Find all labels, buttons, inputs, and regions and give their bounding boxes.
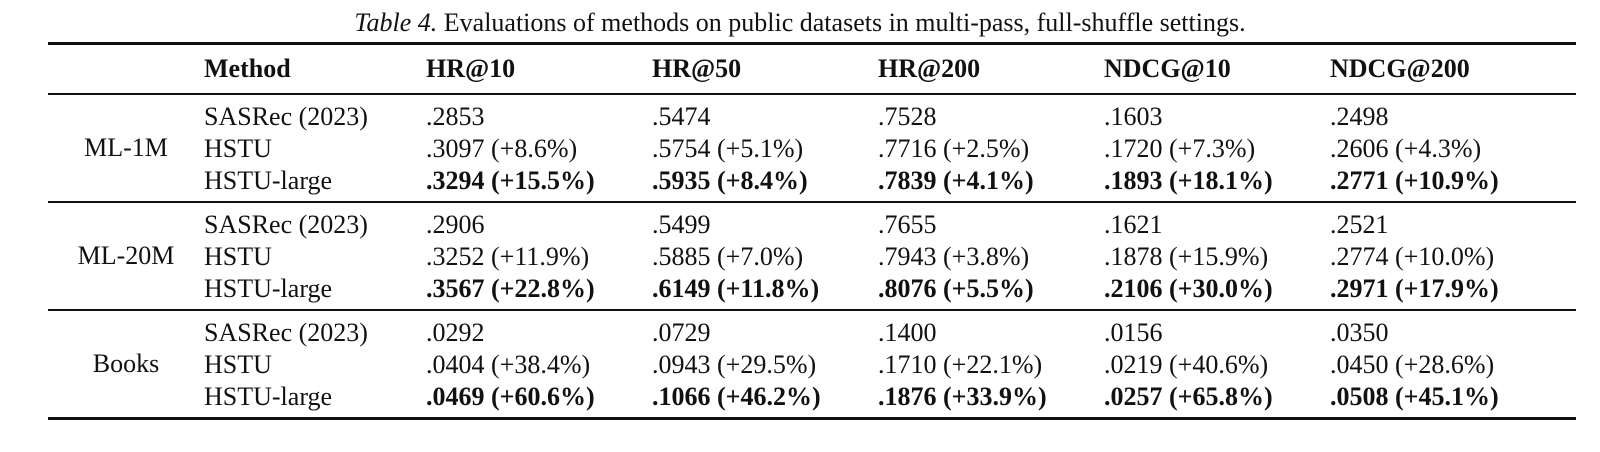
method-cell: HSTU-large: [204, 273, 426, 310]
dataset-label: Books: [48, 310, 204, 419]
table-caption-label: Table 4.: [354, 8, 438, 37]
header-dataset: [48, 44, 204, 95]
method-cell: HSTU-large: [204, 381, 426, 419]
value-cell: .5499: [652, 210, 711, 239]
method-cell: HSTU: [204, 350, 272, 379]
method-cell: SASRec (2023): [204, 210, 368, 239]
value-cell-best: .6149 (+11.8%): [652, 273, 878, 310]
value-cell-best: .2771 (+10.9%): [1330, 165, 1576, 202]
value-cell: .7943 (+3.8%): [878, 242, 1030, 271]
value-cell-best: .2971 (+17.9%): [1330, 273, 1576, 310]
value-cell: .0729: [652, 318, 711, 347]
value-cell-best: .1876 (+33.9%): [878, 381, 1104, 419]
table-row: [48, 133, 1576, 165]
table-caption-text: Evaluations of methods on public datasets in multi-pass, full-shuffle settings.: [437, 8, 1246, 37]
table-row: [48, 310, 1576, 349]
value-cell: .1710 (+22.1%): [878, 350, 1043, 379]
value-cell: .0404 (+38.4%): [426, 350, 591, 379]
value-cell: .2853: [426, 102, 485, 131]
header-ndcg10: NDCG@10: [1104, 44, 1330, 95]
table-caption: [0, 6, 1600, 40]
value-cell: .0450 (+28.6%): [1330, 350, 1495, 379]
group-books: [48, 310, 1576, 419]
value-cell: .5754 (+5.1%): [652, 134, 804, 163]
group-ml-20m: [48, 202, 1576, 310]
value-cell: .3097 (+8.6%): [426, 134, 578, 163]
value-cell-best: .7839 (+4.1%): [878, 165, 1104, 202]
value-cell: .5474: [652, 102, 711, 131]
table-row: [48, 165, 1576, 202]
value-cell: .5885 (+7.0%): [652, 242, 804, 271]
header-ndcg200: NDCG@200: [1330, 44, 1576, 95]
value-cell: .1400: [878, 318, 937, 347]
method-cell: HSTU: [204, 134, 272, 163]
header-hr50: HR@50: [652, 44, 878, 95]
value-cell: .2498: [1330, 102, 1389, 131]
value-cell: .2774 (+10.0%): [1330, 242, 1495, 271]
value-cell-best: .0257 (+65.8%): [1104, 381, 1330, 419]
value-cell-best: .1893 (+18.1%): [1104, 165, 1330, 202]
value-cell: .0943 (+29.5%): [652, 350, 817, 379]
value-cell: .0219 (+40.6%): [1104, 350, 1269, 379]
value-cell: .1720 (+7.3%): [1104, 134, 1256, 163]
method-cell: SASRec (2023): [204, 102, 368, 131]
value-cell: .7716 (+2.5%): [878, 134, 1030, 163]
value-cell: .2521: [1330, 210, 1389, 239]
dataset-label: ML-20M: [48, 202, 204, 310]
dataset-label: ML-1M: [48, 94, 204, 202]
group-ml-1m: [48, 94, 1576, 202]
method-cell: SASRec (2023): [204, 318, 368, 347]
value-cell: .0156: [1104, 318, 1163, 347]
value-cell: .1621: [1104, 210, 1163, 239]
value-cell-best: .3294 (+15.5%): [426, 165, 652, 202]
table-row: [48, 94, 1576, 133]
value-cell-best: .8076 (+5.5%): [878, 273, 1104, 310]
value-cell: .1603: [1104, 102, 1163, 131]
method-cell: HSTU: [204, 242, 272, 271]
value-cell-best: .2106 (+30.0%): [1104, 273, 1330, 310]
value-cell: .0350: [1330, 318, 1389, 347]
value-cell: .1878 (+15.9%): [1104, 242, 1269, 271]
header-hr200: HR@200: [878, 44, 1104, 95]
header-row: [48, 44, 1576, 95]
value-cell: .2606 (+4.3%): [1330, 134, 1482, 163]
value-cell: .7655: [878, 210, 937, 239]
table-row: [48, 241, 1576, 273]
results-table: [48, 42, 1576, 420]
value-cell-best: .5935 (+8.4%): [652, 165, 878, 202]
header-method: Method: [204, 44, 426, 95]
value-cell-best: .1066 (+46.2%): [652, 381, 878, 419]
header-hr10: HR@10: [426, 44, 652, 95]
table-row: [48, 381, 1576, 419]
value-cell: .2906: [426, 210, 485, 239]
value-cell: .7528: [878, 102, 937, 131]
value-cell: .0292: [426, 318, 485, 347]
table-row: [48, 202, 1576, 241]
value-cell-best: .0508 (+45.1%): [1330, 381, 1576, 419]
value-cell: .3252 (+11.9%): [426, 242, 590, 271]
method-cell: HSTU-large: [204, 165, 426, 202]
value-cell-best: .0469 (+60.6%): [426, 381, 652, 419]
table-row: [48, 273, 1576, 310]
value-cell-best: .3567 (+22.8%): [426, 273, 652, 310]
table-row: [48, 349, 1576, 381]
